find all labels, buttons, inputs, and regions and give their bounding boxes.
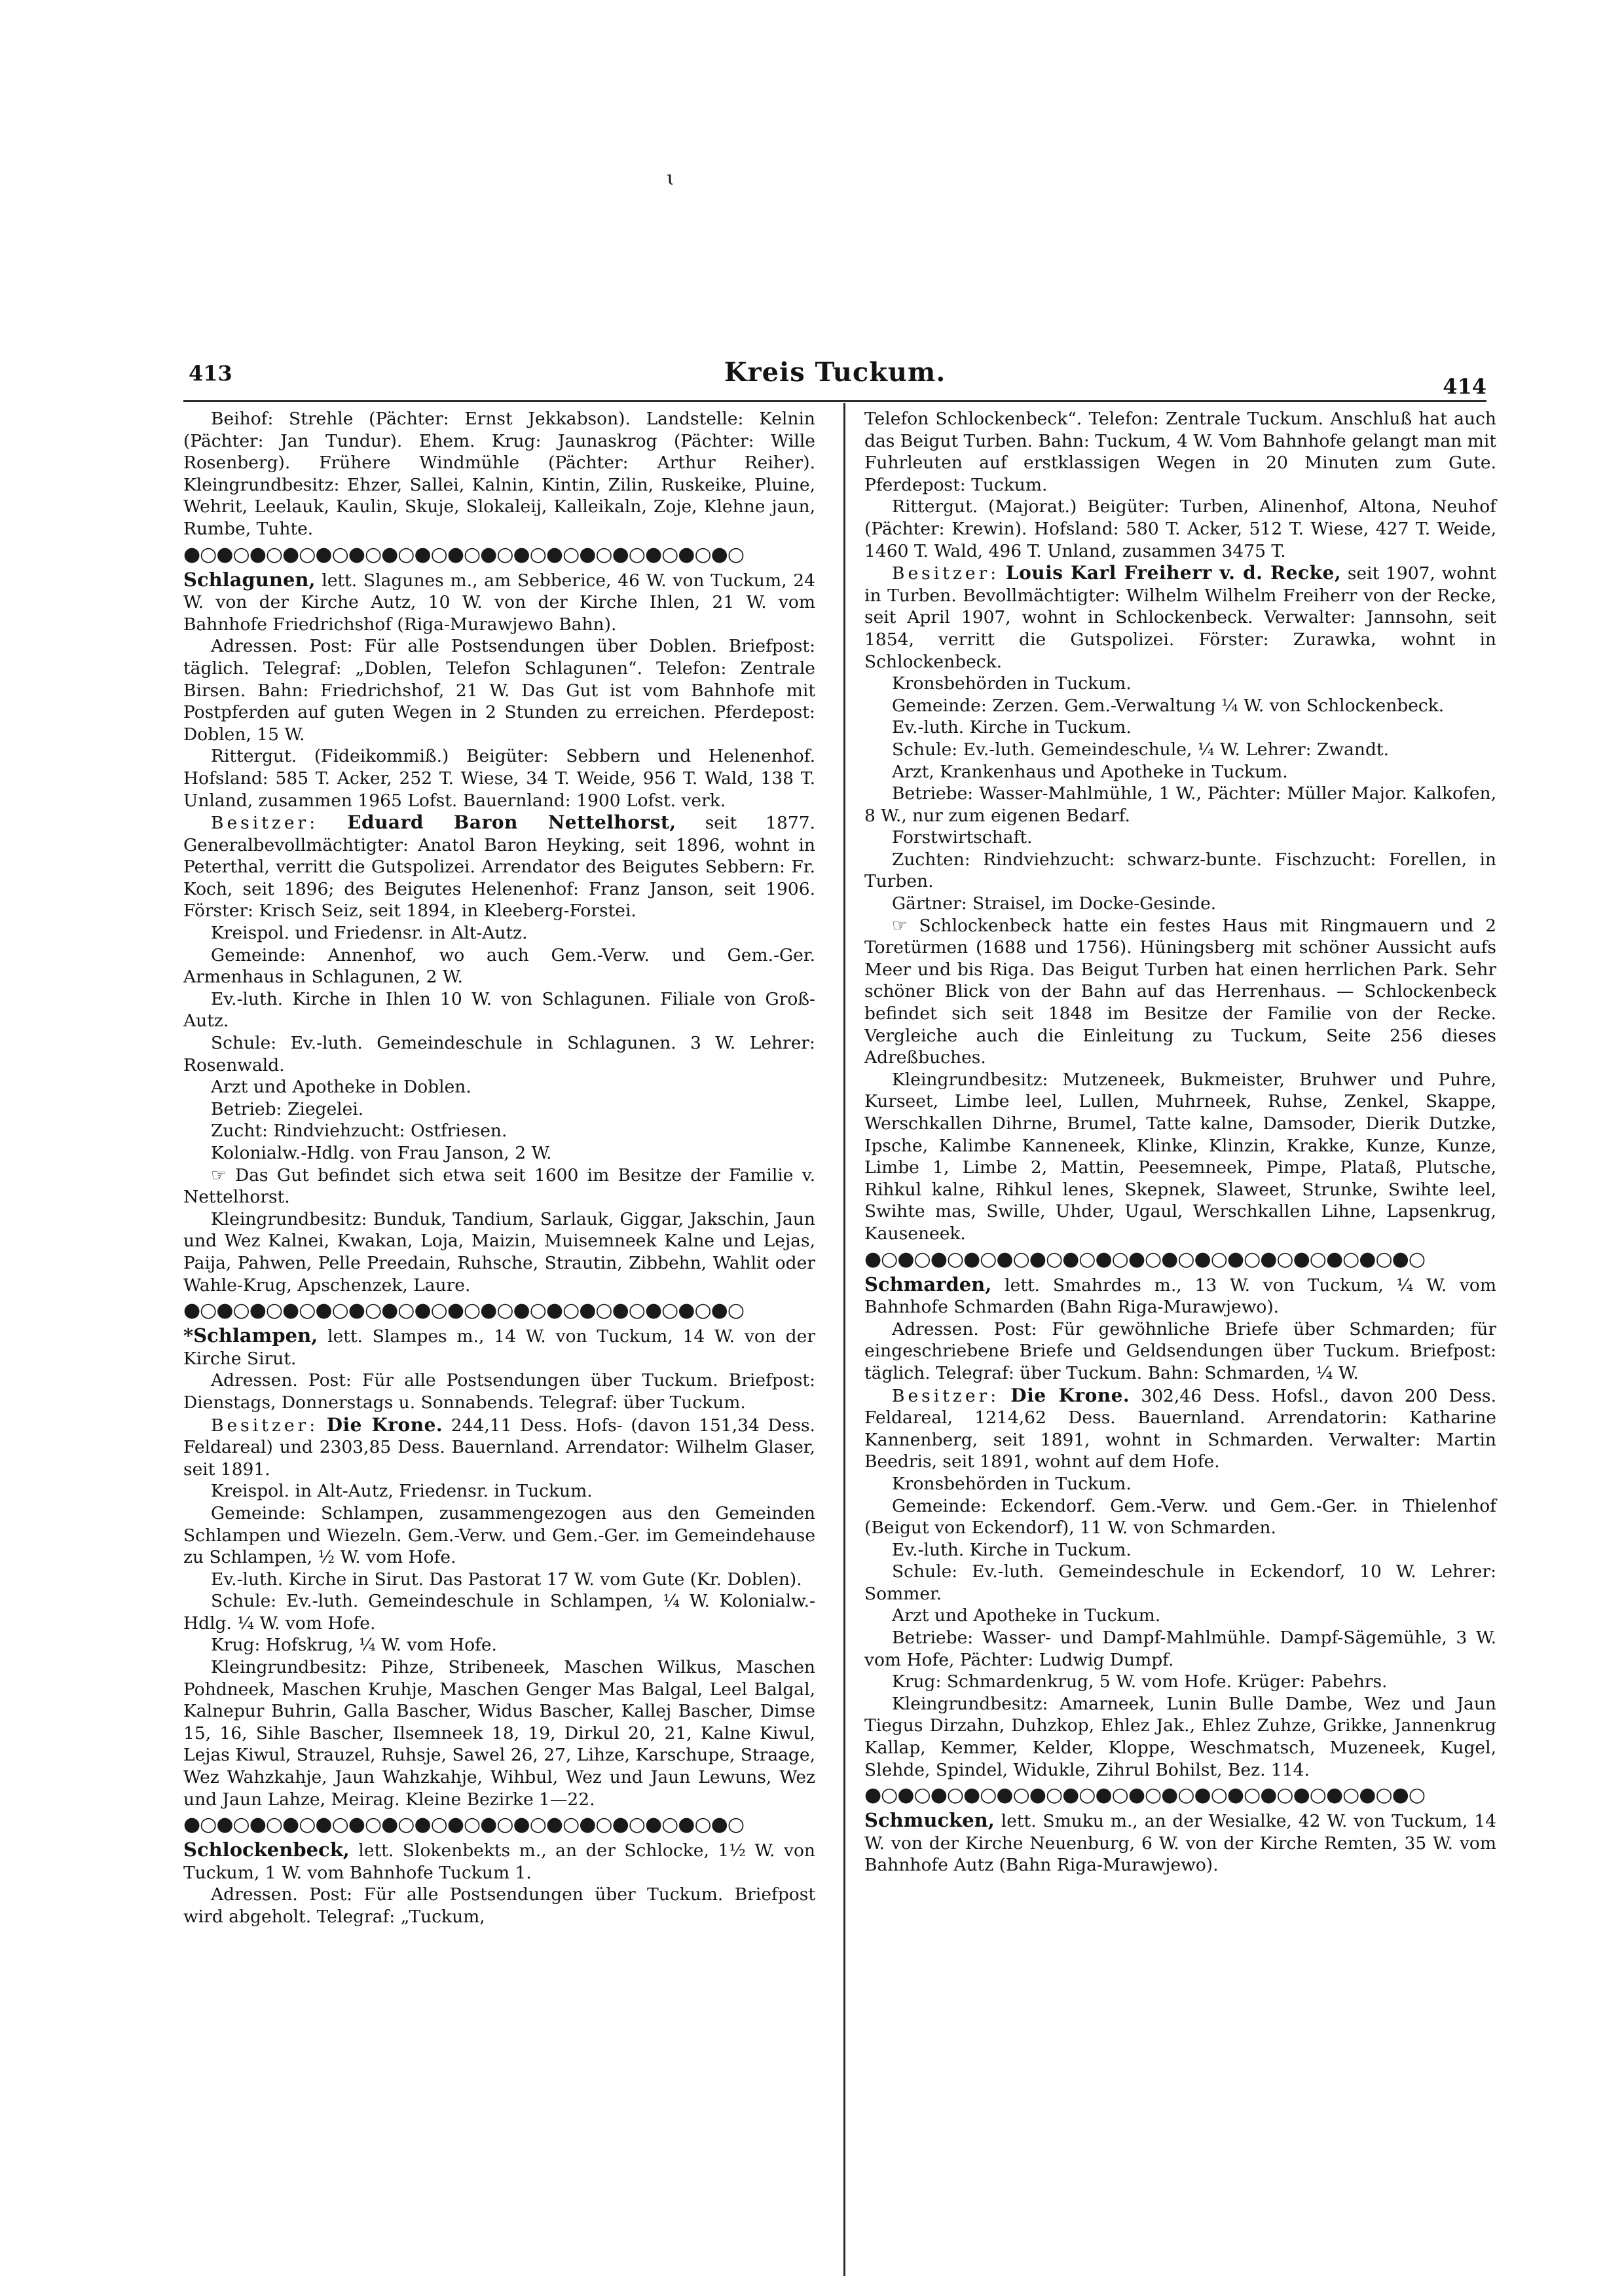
ornament-divider: ●○●○●○●○●○●○●○●○●○●○●○●○●○●○●○●○●○ bbox=[183, 1813, 745, 1837]
owner-details: seit 1877. Generalbevollmächtigter: Anatol Baron Heyking, seit 1896, wohnt in Peterthal, verritt die Gutspolizei. Arrendator des Beigutes Sebbern: Fr. Koch, seit 1896; des Beigutes Helenenhof: Franz Janson, seit 1906. Förster: Krisch Seiz, seit 1894, in Kleeberg-Forstei. bbox=[183, 813, 815, 922]
entry-paragraph: Zuchten: Rindviehzucht: schwarz-bunte. Fischzucht: Forellen, in Turben. bbox=[864, 849, 1496, 892]
entry-paragraph: Kleingrundbesitz: Amarneek, Lunin Bulle Dambe, Wez und Jaun Tiegus Dirzahn, Duhzkop, Ehlez Jak., Ehlez Zuhze, Grikke, Jannenkrug Kallap, Kemmer, Kelder, Kloppe, Weschmatsch, Muzeneek, Kugel, Slehde, Spindel, Widukle, Zihrul Bohilst, Bez. 114. bbox=[864, 1693, 1496, 1780]
entry-paragraph: Rittergut. (Majorat.) Beigüter: Turben, Alinenhof, Altona, Neuhof (Pächter: Krewin). Hofsland: 580 T. Acker, 512 T. Wiese, 427 T. Weide, 1460 T. Wald, 496 T. Unland, zusammen 3475 T. bbox=[864, 496, 1496, 561]
entry-note: ☞ Das Gut befindet sich etwa seit 1600 im Besitze der Familie v. Nettelhorst. bbox=[183, 1165, 815, 1208]
column-left bbox=[183, 408, 815, 1928]
entry-paragraph: Ev.-luth. Kirche in Sirut. Das Pastorat 17 W. vom Gute (Kr. Doblen). bbox=[211, 1569, 802, 1590]
entry-location: lett. Smahrdes m., 13 W. von Tuckum, ¼ W. vom Bahnhofe Schmarden (Bahn Riga-Murawjewo). bbox=[864, 1275, 1496, 1318]
entry-paragraph: Betriebe: Wasser- und Dampf-Mahlmühle. Dampf-Sägemühle, 3 W. vom Hofe, Pächter: Ludwig Dumpf. bbox=[864, 1628, 1496, 1670]
entry-owner-paragraph bbox=[183, 812, 815, 922]
page-number-left: 413 bbox=[189, 361, 232, 386]
page-header bbox=[183, 357, 1486, 399]
entry-paragraph: Gemeinde: Zerzen. Gem.-Verwaltung ¼ W. von Schlockenbeck. bbox=[892, 695, 1445, 716]
entry-heading bbox=[183, 1325, 815, 1370]
entry-heading bbox=[864, 1810, 1496, 1876]
entry-paragraph: Zucht: Rindviehzucht: Ostfriesen. bbox=[211, 1121, 507, 1142]
entry-paragraph: Kleingrundbesitz: Mutzeneek, Bukmeister, Bruhwer und Puhre, Kurseet, Limbe leel, Lullen, Muhrneek, Ruhse, Zenkel, Skappe, Werschkallen Dihrne, Brumel, Tatte kalne, Damsoder, Dierik Dutzke, Ipsche, Kalimbe Kanneneek, Klinke, Klinzin, Krakke, Kunze, Kunze, Limbe 1, Limbe 2, Mattin, Peesemneek, Pimpe, Plataß, Plutsche, Rihkul kalne, Rihkul lenes, Skepnek, Slaweet, Strunke, Swihte leel, Swihte mas, Swille, Uhder, Ugaul, Werschkallen Lihne, Lapsenkrug, Kauseneek. bbox=[864, 1069, 1496, 1244]
owner-details: 302,46 Dess. Hofsl., davon 200 Dess. Feldareal, 1214,62 Dess. Bauernland. Arrendatorin: Katharine Kannenberg, seit 1891, wohnt in Schmarden. Verwalter: Martin Beedris, seit 1891, wohnt auf dem Hofe. bbox=[864, 1385, 1496, 1472]
entry-paragraph: Arzt, Krankenhaus und Apotheke in Tuckum. bbox=[892, 761, 1288, 782]
owner-label: Besitzer: bbox=[211, 813, 319, 834]
owner-details: 244,11 Dess. Hofs- (davon 151,34 Dess. Feldareal) und 2303,85 Dess. Bauernland. Arrendator: Wilhelm Glaser, seit 1891. bbox=[183, 1415, 815, 1480]
running-title: Kreis Tuckum. bbox=[724, 357, 946, 388]
entry-paragraph: Gemeinde: Schlampen, zusammengezogen aus den Gemeinden Schlampen und Wiezeln. Gem.-Verw. und Gem.-Ger. im Gemeindehause zu Schlampen, ½ W. vom Hofe. bbox=[183, 1502, 815, 1568]
ornament-divider: ●○●○●○●○●○●○●○●○●○●○●○●○●○●○●○●○●○ bbox=[183, 1299, 745, 1322]
entry-paragraph: Schule: Ev.-luth. Gemeindeschule in Schlagunen. 3 W. Lehrer: Rosenwald. bbox=[183, 1033, 815, 1075]
entry-heading bbox=[183, 1839, 815, 1884]
entry-paragraph: Gemeinde: Annenhof, wo auch Gem.-Verw. und Gem.-Ger. Armenhaus in Schlagunen, 2 W. bbox=[183, 944, 815, 988]
entry-paragraph: Forstwirtschaft. bbox=[892, 827, 1033, 848]
owner-label: Besitzer: bbox=[892, 1385, 1000, 1406]
entry-paragraph: Kreispol. in Alt-Autz, Friedensr. in Tuckum. bbox=[211, 1481, 593, 1502]
entry-paragraph: Adressen. Post: Für gewöhnliche Briefe über Schmarden; für eingeschriebene Briefe und Geldsendungen über Tuckum. Briefpost: täglich. Telegraf: über Tuckum. Bahn: Schmarden, ¼ W. bbox=[864, 1318, 1496, 1383]
entry-paragraph: Betriebe: Wasser-Mahlmühle, 1 W., Pächter: Müller Major. Kalkofen, 8 W., nur zum eigenen Bedarf. bbox=[864, 783, 1496, 826]
ornament-divider: ●○●○●○●○●○●○●○●○●○●○●○●○●○●○●○●○●○ bbox=[183, 542, 745, 566]
entry-paragraph: Betrieb: Ziegelei. bbox=[211, 1098, 364, 1119]
entry-paragraph: Gärtner: Straisel, im Docke-Gesinde. bbox=[892, 893, 1217, 914]
entry-owner-paragraph bbox=[864, 562, 1496, 673]
owner-details: seit 1907, wohnt in Turben. Bevollmächtigter: Wilhelm Wilhelm Freiherr von der Recke, seit April 1907, wohnt in Schlockenbeck. Verwalter: Jannsohn, seit 1854, verritt die Gutspolizei. Förster: Zurawka, wohnt in Schlockenbeck. bbox=[864, 563, 1496, 672]
entry-owner-paragraph bbox=[864, 1385, 1496, 1473]
owner-label: Besitzer: bbox=[211, 1415, 319, 1436]
entry-owner-paragraph bbox=[183, 1414, 815, 1481]
ornament-divider: ●○●○●○●○●○●○●○●○●○●○●○●○●○●○●○●○●○ bbox=[864, 1783, 1426, 1807]
entry-location: lett. Slagunes m., am Sebberice, 46 W. von Tuckum, 24 W. von der Kirche Autz, 10 W. von der Kirche Ihlen, 21 W. vom Bahnhofe Friedrichshof (Riga-Murawjewo Bahn). bbox=[183, 570, 815, 635]
entry-paragraph: Ev.-luth. Kirche in Ihlen 10 W. von Schlagunen. Filiale von Groß-Autz. bbox=[183, 988, 815, 1032]
entry-paragraph: Kolonialw.-Hdlg. von Frau Janson, 2 W. bbox=[211, 1143, 552, 1163]
ornament-divider: ●○●○●○●○●○●○●○●○●○●○●○●○●○●○●○●○●○ bbox=[864, 1247, 1426, 1271]
continuation-paragraph: Beihof: Strehle (Pächter: Ernst Jekkabson). Landstelle: Kelnin (Pächter: Jan Tundur). Ehem. Krug: Jaunaskrog (Pächter: Wille Rosenberg). Frühere Windmühle (Pächter: Arthur Reiher). Kleingrundbesitz: Ehzer, Sallei, Kalnin, Kintin, Zilin, Ruskeike, Pluine, Wehrit, Leelauk, Kaulin, Skuje, Slokaleij, Kalleikaln, Zoje, Klehne jaun, Rumbe, Tuhte. bbox=[183, 409, 815, 539]
entry-paragraph: Kleingrundbesitz: Bunduk, Tandium, Sarlauk, Giggar, Jakschin, Jaun und Wez Kalnei, Kwakan, Loja, Maizin, Muisemneek Kalne und Lejas, Paija, Pahwen, Pelle Preedain, Ruhsche, Strautin, Zibbehn, Wahlit oder Wahle-Krug, Apschenzek, Laure. bbox=[183, 1208, 815, 1296]
entry-paragraph: Ev.-luth. Kirche in Tuckum. bbox=[892, 717, 1132, 738]
entry-location: lett. Slokenbekts m., an der Schlocke, 1½ W. von Tuckum, 1 W. vom Bahnhofe Tuckum 1. bbox=[183, 1840, 815, 1883]
entry-note: ☞ Schlockenbeck hatte ein festes Haus mit Ringmauern und 2 Toretürmen (1688 und 1756). Hüningsberg mit schöner Aussicht aufs Meer und bis Riga. Das Beigut Turben hat einen herrlichen Park. Sehr schöner Blick von der Bahn auf das Herrenhaus. — Schlockenbeck befindet sich seit 1848 im Besitze der Familie von der Recke. Vergleiche auch die Einleitung zu Tuckum, Seite 256 dieses Adreßbuches. bbox=[864, 915, 1496, 1068]
entry-location: lett. Smuku m., an der Wesialke, 42 W. von Tuckum, 14 W. von der Kirche Neuenburg, 6 W. von der Kirche Remten, 35 W. vom Bahnhofe Autz (Bahn Riga-Murawjewo). bbox=[864, 1811, 1496, 1876]
entry-name: Schmarden, bbox=[864, 1273, 992, 1296]
owner-name: Louis Karl Freiherr v. d. Recke, bbox=[1005, 562, 1342, 584]
entry-paragraph: Kronsbehörden in Tuckum. bbox=[892, 1473, 1132, 1494]
entry-name: Schlagunen, bbox=[183, 568, 316, 591]
owner-name: Die Krone. bbox=[1010, 1384, 1130, 1406]
owner-name: Die Krone. bbox=[326, 1413, 443, 1436]
entry-heading bbox=[183, 569, 815, 636]
entry-paragraph: Gemeinde: Eckendorf. Gem.-Verw. und Gem.-Ger. in Thielenhof (Beigut von Eckendorf), 11 W. von Schmarden. bbox=[864, 1495, 1496, 1539]
entry-paragraph: Adressen. Post: Für alle Postsendungen über Doblen. Briefpost: täglich. Telegraf: „Doblen, Telefon Schlagunen“. Telefon: Zentrale Birsen. Bahn: Friedrichshof, 21 W. Das Gut ist vom Bahnhofe mit Postpferden auf guten Wegen in 2 Stunden zu erreichen. Pferdepost: Doblen, 15 W. bbox=[183, 636, 815, 745]
entry-paragraph: Adressen. Post: Für alle Postsendungen über Tuckum. Briefpost wird abgeholt. Telegraf: „Tuckum, bbox=[183, 1884, 815, 1927]
page-speck: ɩ bbox=[667, 167, 674, 190]
header-rule bbox=[183, 400, 1486, 402]
column-right bbox=[864, 408, 1496, 1876]
entry-paragraph: Schule: Ev.-luth. Gemeindeschule, ¼ W. Lehrer: Zwandt. bbox=[892, 739, 1390, 760]
entry-paragraph: Adressen. Post: Für alle Postsendungen über Tuckum. Briefpost: Dienstags, Donnerstags u. Sonnabends. Telegraf: über Tuckum. bbox=[183, 1370, 815, 1413]
entry-paragraph: Schule: Ev.-luth. Gemeindeschule in Schlampen, ¼ W. Kolonialw.-Hdlg. ¼ W. vom Hofe. bbox=[183, 1591, 815, 1633]
entry-paragraph: Ev.-luth. Kirche in Tuckum. bbox=[892, 1539, 1132, 1560]
entry-heading bbox=[864, 1274, 1496, 1318]
entry-paragraph: Rittergut. (Fideikommiß.) Beigüter: Sebbern und Helenenhof. Hofsland: 585 T. Acker, 252 T. Wiese, 34 T. Weide, 956 T. Wald, 138 T. Unland, zusammen 1965 Lofst. Bauernland: 1900 Lofst. verk. bbox=[183, 746, 815, 811]
entry-name: Schlockenbeck, bbox=[183, 1838, 350, 1861]
entry-paragraph: Arzt und Apotheke in Tuckum. bbox=[892, 1605, 1161, 1626]
page-number-right: 414 bbox=[1443, 374, 1486, 399]
entry-paragraph: Krug: Schmardenkrug, 5 W. vom Hofe. Krüger: Pabehrs. bbox=[892, 1671, 1388, 1692]
entry-paragraph: Kreispol. und Friedensr. in Alt-Autz. bbox=[211, 923, 528, 944]
entry-paragraph: Kronsbehörden in Tuckum. bbox=[892, 673, 1132, 694]
continuation-paragraph: Telefon Schlockenbeck“. Telefon: Zentrale Tuckum. Anschluß hat auch das Beigut Turben. Bahn: Tuckum, 4 W. Vom Bahnhofe gelangt man mit Fuhrleuten auf erstklassigen Wegen in 20 Minuten zum Gute. Pferdepost: Tuckum. bbox=[864, 409, 1496, 495]
entry-name: *Schlampen, bbox=[183, 1324, 318, 1347]
owner-name: Eduard Baron Nettelhorst, bbox=[347, 812, 676, 834]
entry-location: lett. Slampes m., 14 W. von Tuckum, 14 W. von der Kirche Sirut. bbox=[183, 1326, 815, 1369]
entry-paragraph: Krug: Hofskrug, ¼ W. vom Hofe. bbox=[211, 1635, 497, 1656]
owner-label: Besitzer: bbox=[892, 563, 1000, 584]
entry-paragraph: Schule: Ev.-luth. Gemeindeschule in Eckendorf, 10 W. Lehrer: Sommer. bbox=[864, 1561, 1496, 1604]
entry-paragraph: Arzt und Apotheke in Doblen. bbox=[211, 1077, 471, 1098]
entry-paragraph: Kleingrundbesitz: Pihze, Stribeneek, Maschen Wilkus, Maschen Pohdneek, Maschen Kruhje, Maschen Genger Mas Balgal, Leel Balgal, Kalnepur Buhrin, Galla Bascher, Widus Bascher, Kallej Bascher, Dimse 15, 16, Sihle Bascher, Ilsemneek 18, 19, Dirkul 20, 21, Kalne Kiwul, Lejas Kiwul, Strauzel, Ruhsje, Sawel 26, 27, Lihze, Karschupe, Straage, Wez Wahzkahje, Jaun Wahzkahje, Wihbul, Wez und Jaun Lewuns, Wez und Jaun Lahze, Meirag. Kleine Bezirke 1—22. bbox=[183, 1657, 815, 1810]
page bbox=[183, 357, 1496, 2256]
entry-name: Schmucken, bbox=[864, 1809, 995, 1832]
column-rule bbox=[843, 403, 845, 2276]
